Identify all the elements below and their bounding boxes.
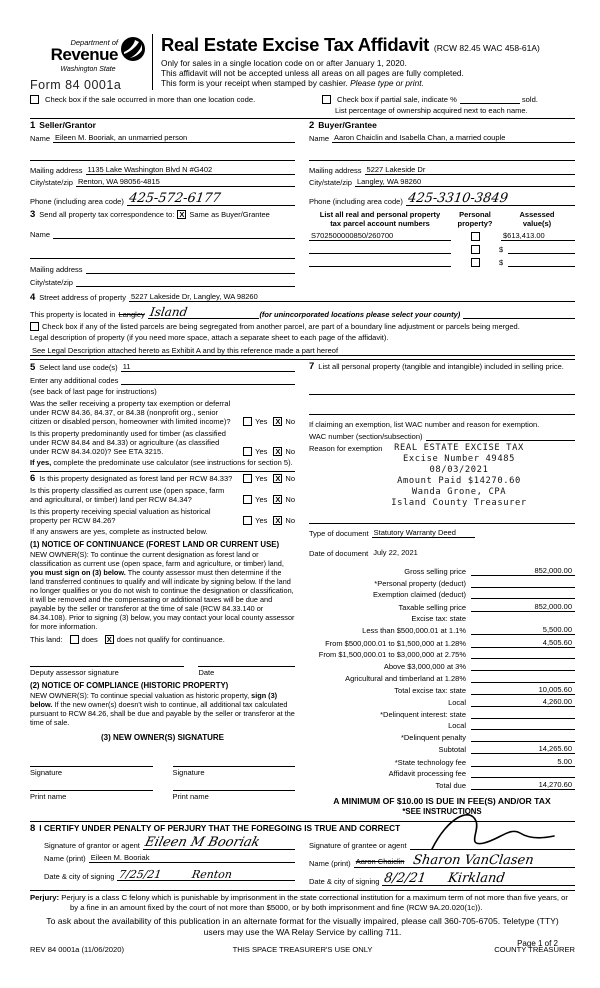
- located-note: (for unincorporated locations please select your county): [259, 310, 461, 319]
- notice-compliance-title: (2) NOTICE OF COMPLIANCE (HISTORIC PROPERTY): [30, 681, 229, 690]
- fin-label-7: From $1,500,000.01 to $3,000,000 at 2.75%: [318, 650, 466, 660]
- grantee-signature-field[interactable]: [410, 840, 575, 850]
- fin-label-3: Taxable selling price: [398, 602, 466, 612]
- tier2-tax-field[interactable]: 4,505.60: [471, 638, 575, 648]
- state-label: Washington State: [60, 66, 116, 73]
- owner-print-2-field[interactable]: [173, 782, 296, 791]
- seller-name-label: Name: [30, 134, 51, 143]
- total-excise-state-field[interactable]: 10,005.60: [471, 685, 575, 695]
- buyer-mailing-label: Mailing address: [309, 166, 362, 175]
- does-qualify-checkbox[interactable]: [70, 635, 79, 644]
- exemption-question: Was the seller receiving a property tax exemption or deferral under RCW 84.36, 84.37, or 84.38 (nonprofit org., senior citizen or disabled person, homeowner with limited income)?: [30, 399, 231, 426]
- assessed-value-2[interactable]: [508, 244, 575, 254]
- personal-property-deduct-field[interactable]: [471, 578, 575, 588]
- total-due-field[interactable]: 14,270.60: [471, 780, 575, 790]
- yes-label: Yes: [255, 417, 268, 426]
- doc-type-label: Type of document: [309, 529, 369, 538]
- grantee-date-city-field[interactable]: 8/2/21 Kirkland: [382, 873, 575, 886]
- current-use-question: Is this property classified as current use (open space, farm and agricultural, or timber) land per RCW 84.34?: [30, 486, 225, 504]
- located-trailing-line[interactable]: [463, 309, 575, 319]
- county-treasurer-label: COUNTY TREASURER: [494, 945, 576, 955]
- located-county-field[interactable]: Island: [148, 307, 260, 319]
- personal-property-checkbox-3[interactable]: [471, 258, 480, 267]
- certification-section: [30, 824, 575, 886]
- personal-property-checkbox-1[interactable]: [471, 232, 480, 241]
- parcel-number-2[interactable]: [309, 244, 451, 254]
- land-use-code-field[interactable]: 11: [121, 362, 295, 372]
- fin-label-10: Total excise tax: state: [394, 685, 466, 695]
- header-divider: [152, 34, 153, 90]
- corr-name-field[interactable]: [53, 229, 295, 239]
- grantor-print-name-field[interactable]: Eileen M. Booriak: [89, 853, 295, 863]
- personal-property-line-2[interactable]: [309, 405, 575, 415]
- this-land-label: This land:: [30, 635, 63, 644]
- no-label: No: [285, 474, 295, 483]
- personal-property-line-1[interactable]: [309, 385, 575, 395]
- buyer-city-field[interactable]: Langley, WA 98260: [355, 177, 575, 187]
- assessed-value-1[interactable]: $613,413.00: [501, 231, 575, 241]
- corr-city-field[interactable]: [76, 277, 295, 287]
- partial-sale-checkbox[interactable]: [322, 95, 331, 104]
- section-1-title: 1 Seller/Grantor: [30, 120, 96, 131]
- seller-phone-label: Phone (including area code): [30, 197, 124, 206]
- forest-no-checkbox[interactable]: X: [275, 473, 281, 483]
- doc-type-field[interactable]: Statutory Warranty Deed: [372, 528, 476, 538]
- no-label: No: [285, 516, 295, 525]
- corr-name-label: Name: [30, 230, 51, 239]
- timber-question: Is this property predominantly used for timber (as classified under RCW 84.84 and 84.33) or agriculture (as classified under RCW 84.34.020)? See ETA 3215.: [30, 429, 226, 456]
- multi-location-label: Check box if the sale occurred in more than one location code.: [45, 95, 256, 104]
- taxable-selling-price-field[interactable]: 852,000.00: [471, 602, 575, 612]
- legal-description-label: Legal description of property (if you need more space, attach a separate sheet to each page of the affidavit).: [30, 333, 389, 342]
- grantee-signature-label: Signature of grantee or agent: [309, 841, 407, 851]
- grantee-date-city-label: Date & city of signing: [309, 877, 380, 887]
- buyer-phone-label: Phone (including area code): [309, 197, 403, 206]
- gross-selling-price-field[interactable]: 852,000.00: [471, 566, 575, 576]
- fin-label-8: Above $3,000,000 at 3%: [383, 662, 466, 671]
- buyer-name2-field[interactable]: [309, 151, 575, 161]
- owner-print-2-label: Print name: [172, 792, 209, 801]
- affidavit-processing-fee-field[interactable]: [471, 769, 575, 779]
- deputy-assessor-signature-field[interactable]: [30, 654, 184, 667]
- no-label: No: [285, 495, 295, 504]
- new-owner-signature-title: (3) NEW OWNER(S) SIGNATURE: [101, 733, 224, 742]
- corr-mailing-label: Mailing address: [30, 265, 83, 274]
- grantee-print-name-label: Name (print): [309, 859, 351, 869]
- perjury-note: Perjury: Perjury is a class C felony which is punishable by imprisonment in the state correctional institution for a maximum term of not more than five years, or by a fine in an amount fixed by the court of not more than $5000, or by both imprisonment and fine (RCW 9A.20.020(1c)).: [30, 893, 568, 912]
- parcel-number-3[interactable]: [309, 257, 451, 267]
- doc-date-field[interactable]: July 22, 2021: [373, 548, 418, 557]
- delinquent-interest-state-field[interactable]: [471, 709, 575, 719]
- land-use-code-label: Select land use code(s): [39, 363, 118, 372]
- yes-label: Yes: [255, 474, 268, 483]
- owner-signature-1-label: Signature: [30, 768, 63, 777]
- grantor-signature-label: Signature of grantor or agent: [44, 841, 140, 851]
- assessed-value-col-header: Assessed value(s): [519, 210, 555, 228]
- located-struck-value: Langley: [118, 310, 145, 319]
- grantor-print-name-label: Name (print): [44, 854, 86, 864]
- certification-statement: 8 I CERTIFY UNDER PENALTY OF PERJURY THAT THE FOREGOING IS TRUE AND CORRECT: [30, 823, 401, 835]
- seller-phone-field[interactable]: 425-572-6177: [127, 193, 295, 206]
- ownership-note: List percentage of ownership acquired next to each name.: [335, 106, 528, 115]
- owner-signature-1-field[interactable]: [30, 754, 153, 767]
- treasurer-use-only-label: THIS SPACE TREASURER'S USE ONLY: [232, 945, 373, 955]
- timber-no-checkbox[interactable]: X: [275, 446, 281, 456]
- current-use-yes-checkbox[interactable]: [243, 495, 252, 504]
- forest-yes-checkbox[interactable]: [243, 474, 252, 483]
- header: [30, 34, 575, 90]
- segregated-checkbox[interactable]: [30, 322, 39, 331]
- exemption-yes-checkbox[interactable]: [243, 417, 252, 426]
- grantee-signature-scribble: [428, 809, 558, 851]
- forest-land-question: 6 Is this property designated as forest land per RCW 84.33?: [30, 473, 233, 484]
- agency-name: Revenue: [50, 44, 118, 64]
- form-number: Form 84 0001a: [30, 78, 122, 92]
- exemption-note: If claiming an exemption, list WAC number and reason for exemption.: [309, 420, 540, 429]
- yes-label: Yes: [255, 447, 268, 456]
- alternate-format-note: To ask about the availability of this publication in an alternate format for the visually impaired, please call 360-705-6705. Teletype (TTY) users may use the WA Relay Service by calling 711.: [46, 916, 559, 937]
- section-4-number: 4: [30, 292, 36, 303]
- local-tax-field[interactable]: 4,260.00: [471, 697, 575, 707]
- multi-location-checkbox[interactable]: [30, 95, 39, 104]
- no-label: No: [285, 417, 295, 426]
- owner-print-1-label: Print name: [30, 792, 67, 801]
- section-2-title: 2 Buyer/Grantee: [309, 120, 377, 131]
- grantor-date-city-field[interactable]: 7/25/21 Renton: [117, 869, 295, 881]
- historic-question: Is this property receiving special valuation as historical property per RCW 84.26?: [30, 507, 211, 525]
- notice-compliance-body: NEW OWNER(S): To continue special valuation as historic property, sign (3) below. If the new owner(s) doesn't wish to continue, all additional tax calculated pursuant to RCW 84.26, shall be due and payable by the seller or transferor at the time of sale.: [30, 691, 295, 727]
- yes-label: Yes: [255, 495, 268, 504]
- seller-mailing-label: Mailing address: [30, 166, 83, 175]
- notice-continuance-title: (1) NOTICE OF CONTINUANCE (FOREST LAND OR CURRENT USE): [30, 540, 280, 549]
- fin-label-15: Subtotal: [438, 745, 466, 755]
- personal-property-col-header: Personal property?: [457, 210, 493, 228]
- fin-label-5: Less than $500,000.01 at 1.1%: [362, 626, 466, 636]
- owner-signature-2-label: Signature: [172, 768, 205, 777]
- delinquent-interest-local-field[interactable]: [471, 721, 575, 731]
- same-as-buyer-label: Same as Buyer/Grantee: [189, 210, 270, 219]
- located-in-label: This property is located in: [30, 310, 116, 319]
- fin-label-17: Affidavit processing fee: [388, 769, 466, 779]
- partial-sale-suffix: sold.: [521, 95, 538, 104]
- seller-mailing-field[interactable]: 1135 Lake Washington Blvd N #G402: [86, 165, 295, 175]
- fin-label-9: Agricultural and timberland at 1.28%: [345, 673, 466, 683]
- corr-mailing-field[interactable]: [86, 264, 295, 274]
- tier1-tax-field[interactable]: 5,500.00: [471, 625, 575, 635]
- wac-number-field[interactable]: [426, 431, 575, 441]
- doc-date-label: Date of document: [309, 549, 369, 558]
- section-7-intro: 7 List all personal property (tangible and intangible) included in selling price.: [309, 361, 564, 372]
- partial-sale-label: Check box if partial sale, indicate %: [337, 95, 457, 104]
- header-note-1: Only for sales in a single location code on or after January 1, 2020.: [161, 58, 407, 68]
- buyer-city-label: City/state/zip: [309, 178, 352, 187]
- does-not-label: does not qualify for continuance.: [116, 635, 225, 644]
- buyer-name-label: Name: [309, 134, 330, 143]
- minimum-due-note: A MINIMUM OF $10.00 IS DUE IN FEE(S) AND/OR TAX: [333, 796, 551, 807]
- deputy-date-field[interactable]: [198, 654, 295, 667]
- subtotal-field[interactable]: 14,265.60: [471, 744, 575, 754]
- fin-label-12: *Delinquent interest: state: [380, 709, 466, 719]
- agricultural-tax-field[interactable]: [471, 673, 575, 683]
- does-not-qualify-checkbox[interactable]: X: [106, 634, 112, 644]
- fin-label-2: Exemption claimed (deduct): [373, 590, 466, 600]
- fin-label-13: Local: [448, 721, 466, 731]
- fin-label-18: Total due: [435, 781, 466, 791]
- fin-label-16: *State technology fee: [394, 757, 466, 767]
- owner-print-1-field[interactable]: [30, 782, 153, 791]
- seller-city-label: City/state/zip: [30, 178, 73, 187]
- owner-signature-2-field[interactable]: [173, 754, 296, 767]
- treasurer-stamp: REAL ESTATE EXCISE TAX Excise Number 49485 08/03/2021 Amount Paid $14270.60 Wanda Grone, CPA Island County Treasurer: [391, 443, 527, 508]
- state-technology-fee-field[interactable]: 5.00: [471, 757, 575, 767]
- parcel-col-header: List all real and personal property tax parcel account numbers: [319, 210, 441, 228]
- parcel-number-1[interactable]: S702500000850/260700: [309, 231, 451, 241]
- financial-table: [309, 566, 575, 790]
- corr-name2-field[interactable]: [30, 249, 295, 259]
- same-as-buyer-checkbox[interactable]: X: [179, 209, 185, 219]
- grantor-date-city-label: Date & city of signing: [44, 872, 115, 882]
- fin-label-11: Local: [448, 698, 466, 708]
- timber-yes-checkbox[interactable]: [243, 447, 252, 456]
- seller-city-field[interactable]: Renton, WA 98056-4815: [76, 177, 295, 187]
- buyer-phone-field[interactable]: 425-3310-3849: [406, 193, 575, 206]
- reason-exemption-label: Reason for exemption: [309, 444, 383, 453]
- fin-label-0: Gross selling price: [404, 567, 466, 576]
- header-note-3: This form is your receipt when stamped by cashier. Please type or print.: [161, 78, 424, 88]
- rev-number: REV 84 0001a (11/06/2020): [30, 945, 125, 955]
- exemption-claimed-field[interactable]: [471, 590, 575, 600]
- dollar-sign-3: $: [499, 258, 504, 267]
- current-use-no-checkbox[interactable]: X: [275, 494, 281, 504]
- buyer-name-field[interactable]: Aaron Chaiclin and Isabella Chan, a married couple: [332, 133, 575, 143]
- land-use-instructions: (see back of last page for instructions): [30, 387, 157, 396]
- delinquent-penalty-field[interactable]: [471, 733, 575, 743]
- wac-number-label: WAC number (section/subsection): [309, 432, 423, 441]
- historic-no-checkbox[interactable]: X: [275, 515, 281, 525]
- exemption-no-checkbox[interactable]: X: [275, 416, 281, 426]
- segregated-label: Check box if any of the listed parcels are being segregated from another parcel, are part of a boundary line adjustment or parcels being merged.: [42, 322, 520, 331]
- page-number: Page 1 of 2: [517, 939, 558, 948]
- historic-yes-checkbox[interactable]: [243, 516, 252, 525]
- does-label: does: [81, 635, 98, 644]
- answers-yes-note: If any answers are yes, complete as instructed below.: [30, 527, 208, 536]
- predominate-use-note: If yes, complete the predominate use calculator (see instructions for section 5).: [30, 458, 293, 467]
- fin-label-1: *Personal property (deduct): [374, 578, 466, 588]
- fin-label-14: *Delinquent penalty: [400, 733, 466, 743]
- header-note-2: This affidavit will not be accepted unless all areas on all pages are fully completed.: [161, 68, 464, 78]
- seller-name2-field[interactable]: [30, 151, 295, 161]
- partial-sale-percent-field[interactable]: [460, 94, 520, 104]
- grantee-print-name-field[interactable]: Aaron Chaiclin Sharon VanClasen: [354, 855, 575, 868]
- see-instructions-note: *SEE INSTRUCTIONS: [402, 807, 482, 817]
- personal-property-checkbox-2[interactable]: [471, 245, 480, 254]
- street-address-label: Street address of property: [39, 293, 127, 302]
- grantor-signature-field[interactable]: Eileen M Booriak: [143, 837, 295, 850]
- notice-continuance-body: NEW OWNER(S): To continue the current designation as forest land or classification as current use (open space, farm and agriculture, or timber) land, you must sign on (3) below. The county assessor must then determine if the land transferred continues to qualify and will indicate by signing below. If the land no longer qualifies or you do not wish to continue the designation or classification, it will be removed and the compensating or additional taxes will be due and payable by the seller or transferor at the time of sale (RCW 84.33.140 or 84.34.108). Prior to signing (3) below, you may contact your local county assessor for more information.: [30, 550, 295, 631]
- deputy-assessor-label: Deputy assessor signature: [30, 668, 119, 677]
- rcw-ref: (RCW 82.45 WAC 458-61A): [433, 43, 540, 53]
- deputy-date-label: Date: [198, 668, 215, 677]
- section-3-number: 3: [30, 209, 36, 220]
- yes-label: Yes: [255, 516, 268, 525]
- additional-codes-label: Enter any additional codes: [30, 376, 119, 385]
- page-title: Real Estate Excise Tax Affidavit (RCW 82.45 WAC 458-61A): [161, 34, 540, 55]
- additional-codes-field[interactable]: [121, 375, 295, 385]
- buyer-mailing-field[interactable]: 5227 Lakeside Dr: [365, 165, 575, 175]
- assessed-value-3[interactable]: [508, 257, 575, 267]
- agency-logo-block: [30, 34, 146, 90]
- seller-name-field[interactable]: Eileen M. Booriak, an unmarried person: [53, 133, 295, 143]
- fin-label-4: Excise tax: state: [411, 614, 466, 624]
- correspondence-label: Send all property tax correspondence to:: [39, 210, 175, 219]
- section-5-number: 5: [30, 362, 36, 373]
- excise-tax-state-spacer: [471, 614, 575, 624]
- tier3-tax-field[interactable]: [471, 650, 575, 660]
- dept-of-label: Department of: [70, 37, 118, 47]
- street-address-field[interactable]: 5227 Lakeside Dr, Langley, WA 98260: [129, 292, 575, 302]
- dor-logo-icon: [120, 36, 146, 64]
- no-label: No: [285, 447, 295, 456]
- corr-city-label: City/state/zip: [30, 278, 73, 287]
- tier4-tax-field[interactable]: [471, 662, 575, 672]
- dollar-sign-2: $: [499, 245, 504, 254]
- legal-description-field[interactable]: See Legal Description attached hereto as Exhibit A and by this reference made a part hereof: [30, 346, 575, 356]
- fin-label-6: From $500,000.01 to $1,500,000 at 1.28%: [325, 638, 466, 648]
